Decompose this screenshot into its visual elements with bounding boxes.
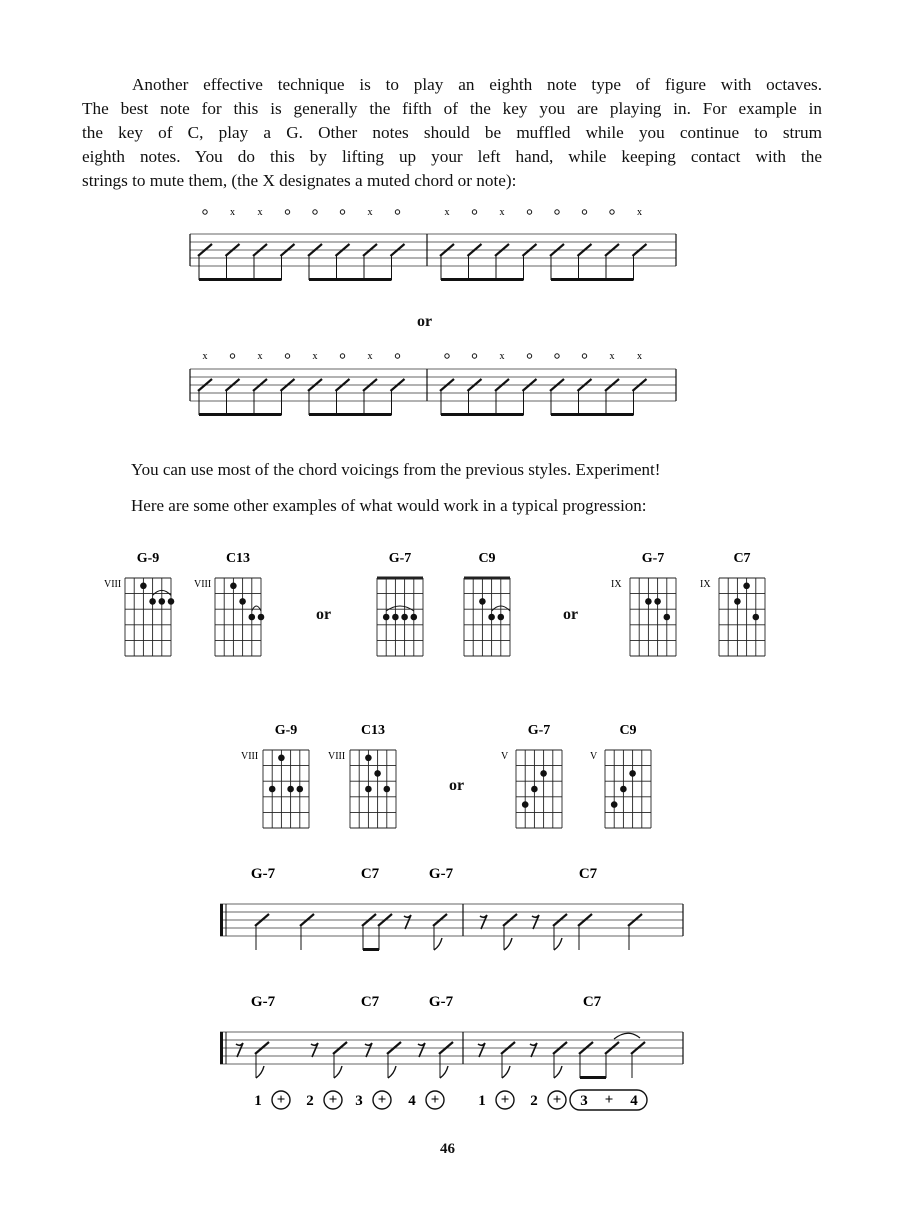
mute-mark: x — [367, 207, 373, 218]
mute-mark: x — [499, 207, 505, 218]
mute-mark: x — [609, 351, 615, 362]
chord-symbol: C7 — [578, 866, 598, 882]
intro-line: eighth notes. You do this by lifting up your left hand, while keeping contact with the — [82, 147, 822, 166]
mute-mark: x — [257, 351, 263, 362]
chord-name: C13 — [225, 551, 251, 566]
or-label: or — [449, 777, 465, 794]
plus-sign: + — [552, 1092, 562, 1108]
chord-name: G-7 — [641, 551, 665, 566]
eighth-rest — [236, 1043, 243, 1057]
rhythm-staff-2 — [220, 994, 683, 1079]
eighth-rest — [480, 915, 487, 929]
or-label: or — [417, 313, 433, 330]
fret-position-label: VIII — [194, 579, 212, 590]
chord-symbol: G-7 — [250, 994, 276, 1010]
count-number: 2 — [530, 1093, 538, 1109]
chord-name: G-9 — [136, 551, 160, 566]
plus-sign: + — [430, 1092, 440, 1108]
plus-sign: + — [604, 1092, 614, 1108]
mute-mark: x — [312, 351, 318, 362]
note-flag — [440, 1066, 448, 1078]
fret-position-label: VIII — [104, 579, 122, 590]
eighth-rest — [530, 1043, 537, 1057]
chord-symbol: G-7 — [250, 866, 276, 882]
mute-mark: x — [202, 351, 208, 362]
eighth-rest — [532, 915, 539, 929]
mute-mark: x — [230, 207, 235, 218]
plus-sign: + — [377, 1092, 387, 1108]
chord-name: G-7 — [527, 723, 551, 738]
mute-mark: x — [257, 207, 263, 218]
or-label: or — [563, 606, 579, 623]
plus-sign: + — [328, 1092, 338, 1108]
note-flag — [256, 1066, 264, 1078]
fret-position-label: VIII — [241, 751, 259, 762]
count-number: 4 — [408, 1093, 416, 1109]
chord-name: G-9 — [274, 723, 298, 738]
note-flag — [502, 1066, 510, 1078]
plus-sign: + — [276, 1092, 286, 1108]
eighth-rest — [418, 1043, 425, 1057]
note-flag — [388, 1066, 396, 1078]
count-number: 3 — [355, 1093, 363, 1109]
eighth-rest — [478, 1043, 485, 1057]
count-number: 1 — [254, 1093, 262, 1109]
fret-position-label: IX — [700, 579, 711, 590]
plus-sign: + — [500, 1092, 510, 1108]
rhythm-staff-1 — [220, 866, 683, 951]
mute-mark: x — [499, 351, 505, 362]
eighth-rest — [365, 1043, 372, 1057]
chord-name: G-7 — [388, 551, 412, 566]
intro-line: Another effective technique is to play an eighth note type of figure with octaves. — [132, 75, 822, 94]
eighth-rest — [404, 915, 411, 929]
intro-line: The best note for this is generally the fifth of the key you are playing in. For example in — [82, 99, 822, 118]
count-number: 4 — [630, 1093, 638, 1109]
note-flag — [334, 1066, 342, 1078]
chord-symbol: G-7 — [428, 866, 454, 882]
mute-mark: x — [637, 207, 642, 218]
fret-position-label: V — [501, 751, 509, 762]
tie — [614, 1033, 640, 1039]
intro-line: strings to mute them, (the X designates a muted chord or note): — [82, 171, 517, 190]
page-number: 46 — [440, 1141, 455, 1157]
chord-symbol: C7 — [582, 994, 602, 1010]
mute-mark: x — [367, 351, 373, 362]
or-label: or — [316, 606, 332, 623]
barline-thick — [220, 1032, 223, 1064]
mute-mark: x — [637, 351, 642, 362]
chord-name: C9 — [619, 723, 637, 738]
chord-name: C13 — [360, 723, 386, 738]
beam — [363, 948, 379, 951]
chord-name: C7 — [733, 551, 751, 566]
chord-symbol: G-7 — [428, 994, 454, 1010]
mute-mark: x — [444, 207, 450, 218]
voicings-sentence: You can use most of the chord voicings from the previous styles. Experiment! — [131, 460, 661, 479]
count-number: 3 — [580, 1093, 588, 1109]
examples-sentence: Here are some other examples of what would work in a typical progression: — [131, 496, 647, 515]
chord-symbol: C7 — [360, 994, 380, 1010]
note-flag — [504, 938, 512, 950]
intro-line: the key of C, play a G. Other notes should be muffled while you continue to strum — [82, 123, 822, 142]
barline-thick — [220, 904, 223, 936]
eighth-rest — [311, 1043, 318, 1057]
chord-symbol: C7 — [360, 866, 380, 882]
note-flag — [554, 938, 562, 950]
note-flag — [554, 1066, 562, 1078]
note-flag — [434, 938, 442, 950]
fret-position-label: IX — [611, 579, 622, 590]
count-row — [254, 1090, 647, 1110]
fret-position-label: VIII — [328, 751, 346, 762]
count-number: 1 — [478, 1093, 486, 1109]
beam — [580, 1076, 606, 1079]
chord-name: C9 — [478, 551, 496, 566]
fret-position-label: V — [590, 751, 598, 762]
count-number: 2 — [306, 1093, 314, 1109]
